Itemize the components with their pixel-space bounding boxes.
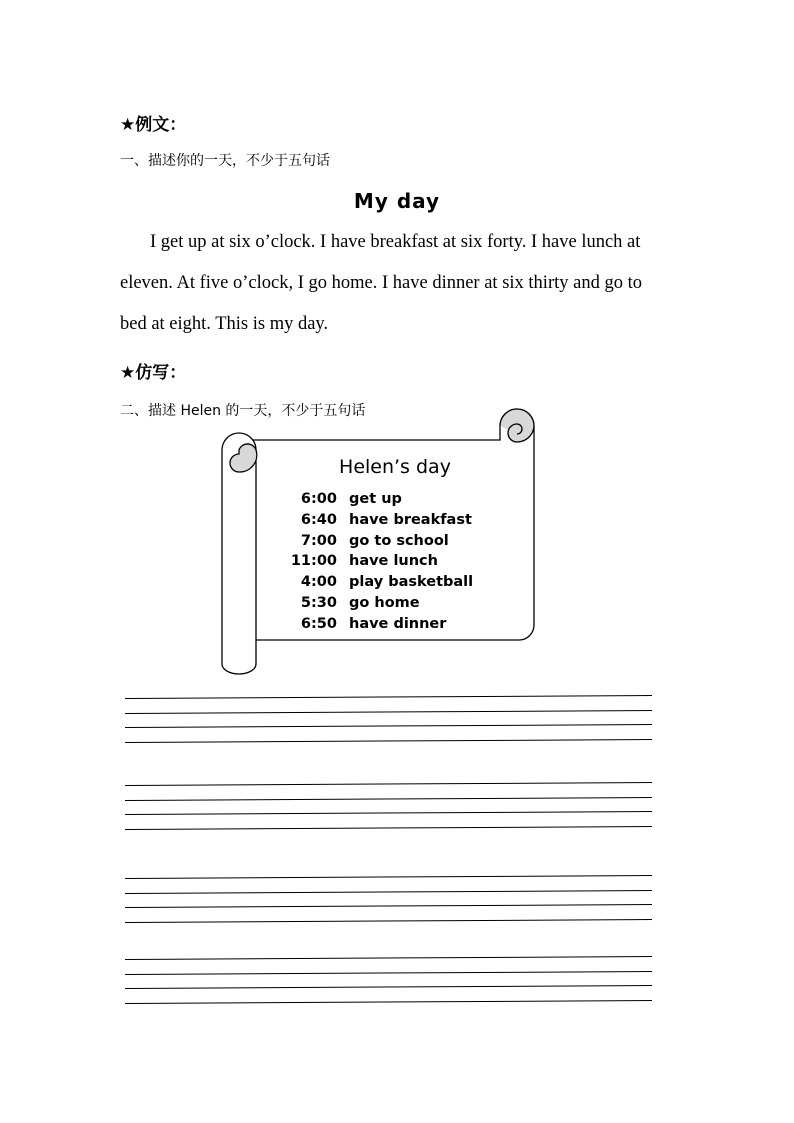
schedule-time: 6:00	[300, 491, 337, 507]
task-2-instruction: 二、描述 Helen 的一天，不少于五句话	[120, 403, 366, 419]
essay-title: My day	[353, 189, 441, 213]
writing-line	[125, 957, 652, 960]
example-heading: ★例文：	[120, 115, 187, 135]
task-1-instruction: 一、描述你的一天，不少于五句话	[120, 153, 330, 169]
schedule-activity: go home	[349, 594, 420, 611]
schedule-time: 5:30	[300, 594, 337, 611]
writing-line	[125, 920, 652, 923]
writing-line	[125, 812, 652, 815]
writing-line	[125, 827, 652, 830]
schedule-activity: go to school	[349, 532, 449, 549]
schedule-activity: get up	[349, 491, 402, 507]
writing-line	[125, 876, 652, 879]
schedule-activity: play basketball	[349, 574, 474, 591]
schedule-activity: have lunch	[349, 553, 438, 570]
writing-line	[125, 972, 652, 975]
imitate-heading: ★仿写：	[120, 363, 187, 383]
writing-line	[125, 1001, 652, 1004]
schedule-time: 7:00	[300, 532, 337, 549]
schedule-activity: have dinner	[349, 615, 447, 632]
writing-line	[125, 711, 652, 714]
writing-line	[125, 725, 652, 728]
schedule-time: 6:40	[300, 511, 337, 528]
schedule-time: 4:00	[300, 574, 337, 591]
schedule-time: 6:50	[300, 615, 337, 632]
writing-line	[125, 696, 652, 699]
scroll-title: Helen’s day	[339, 456, 451, 478]
writing-line	[125, 891, 652, 894]
writing-line	[125, 740, 652, 743]
writing-line	[125, 798, 652, 801]
schedule-activity: have breakfast	[349, 511, 472, 528]
schedule-time: 11:00	[290, 553, 337, 570]
essay-paragraph: I get up at six o’clock. I have breakfast at six forty. I have lunch at eleven. At five o’clock, I go home. I have dinner at six thirty and go to bed at eight. This is my day.	[120, 232, 642, 334]
writing-line	[125, 986, 652, 989]
writing-line	[125, 905, 652, 908]
writing-line	[125, 783, 652, 786]
